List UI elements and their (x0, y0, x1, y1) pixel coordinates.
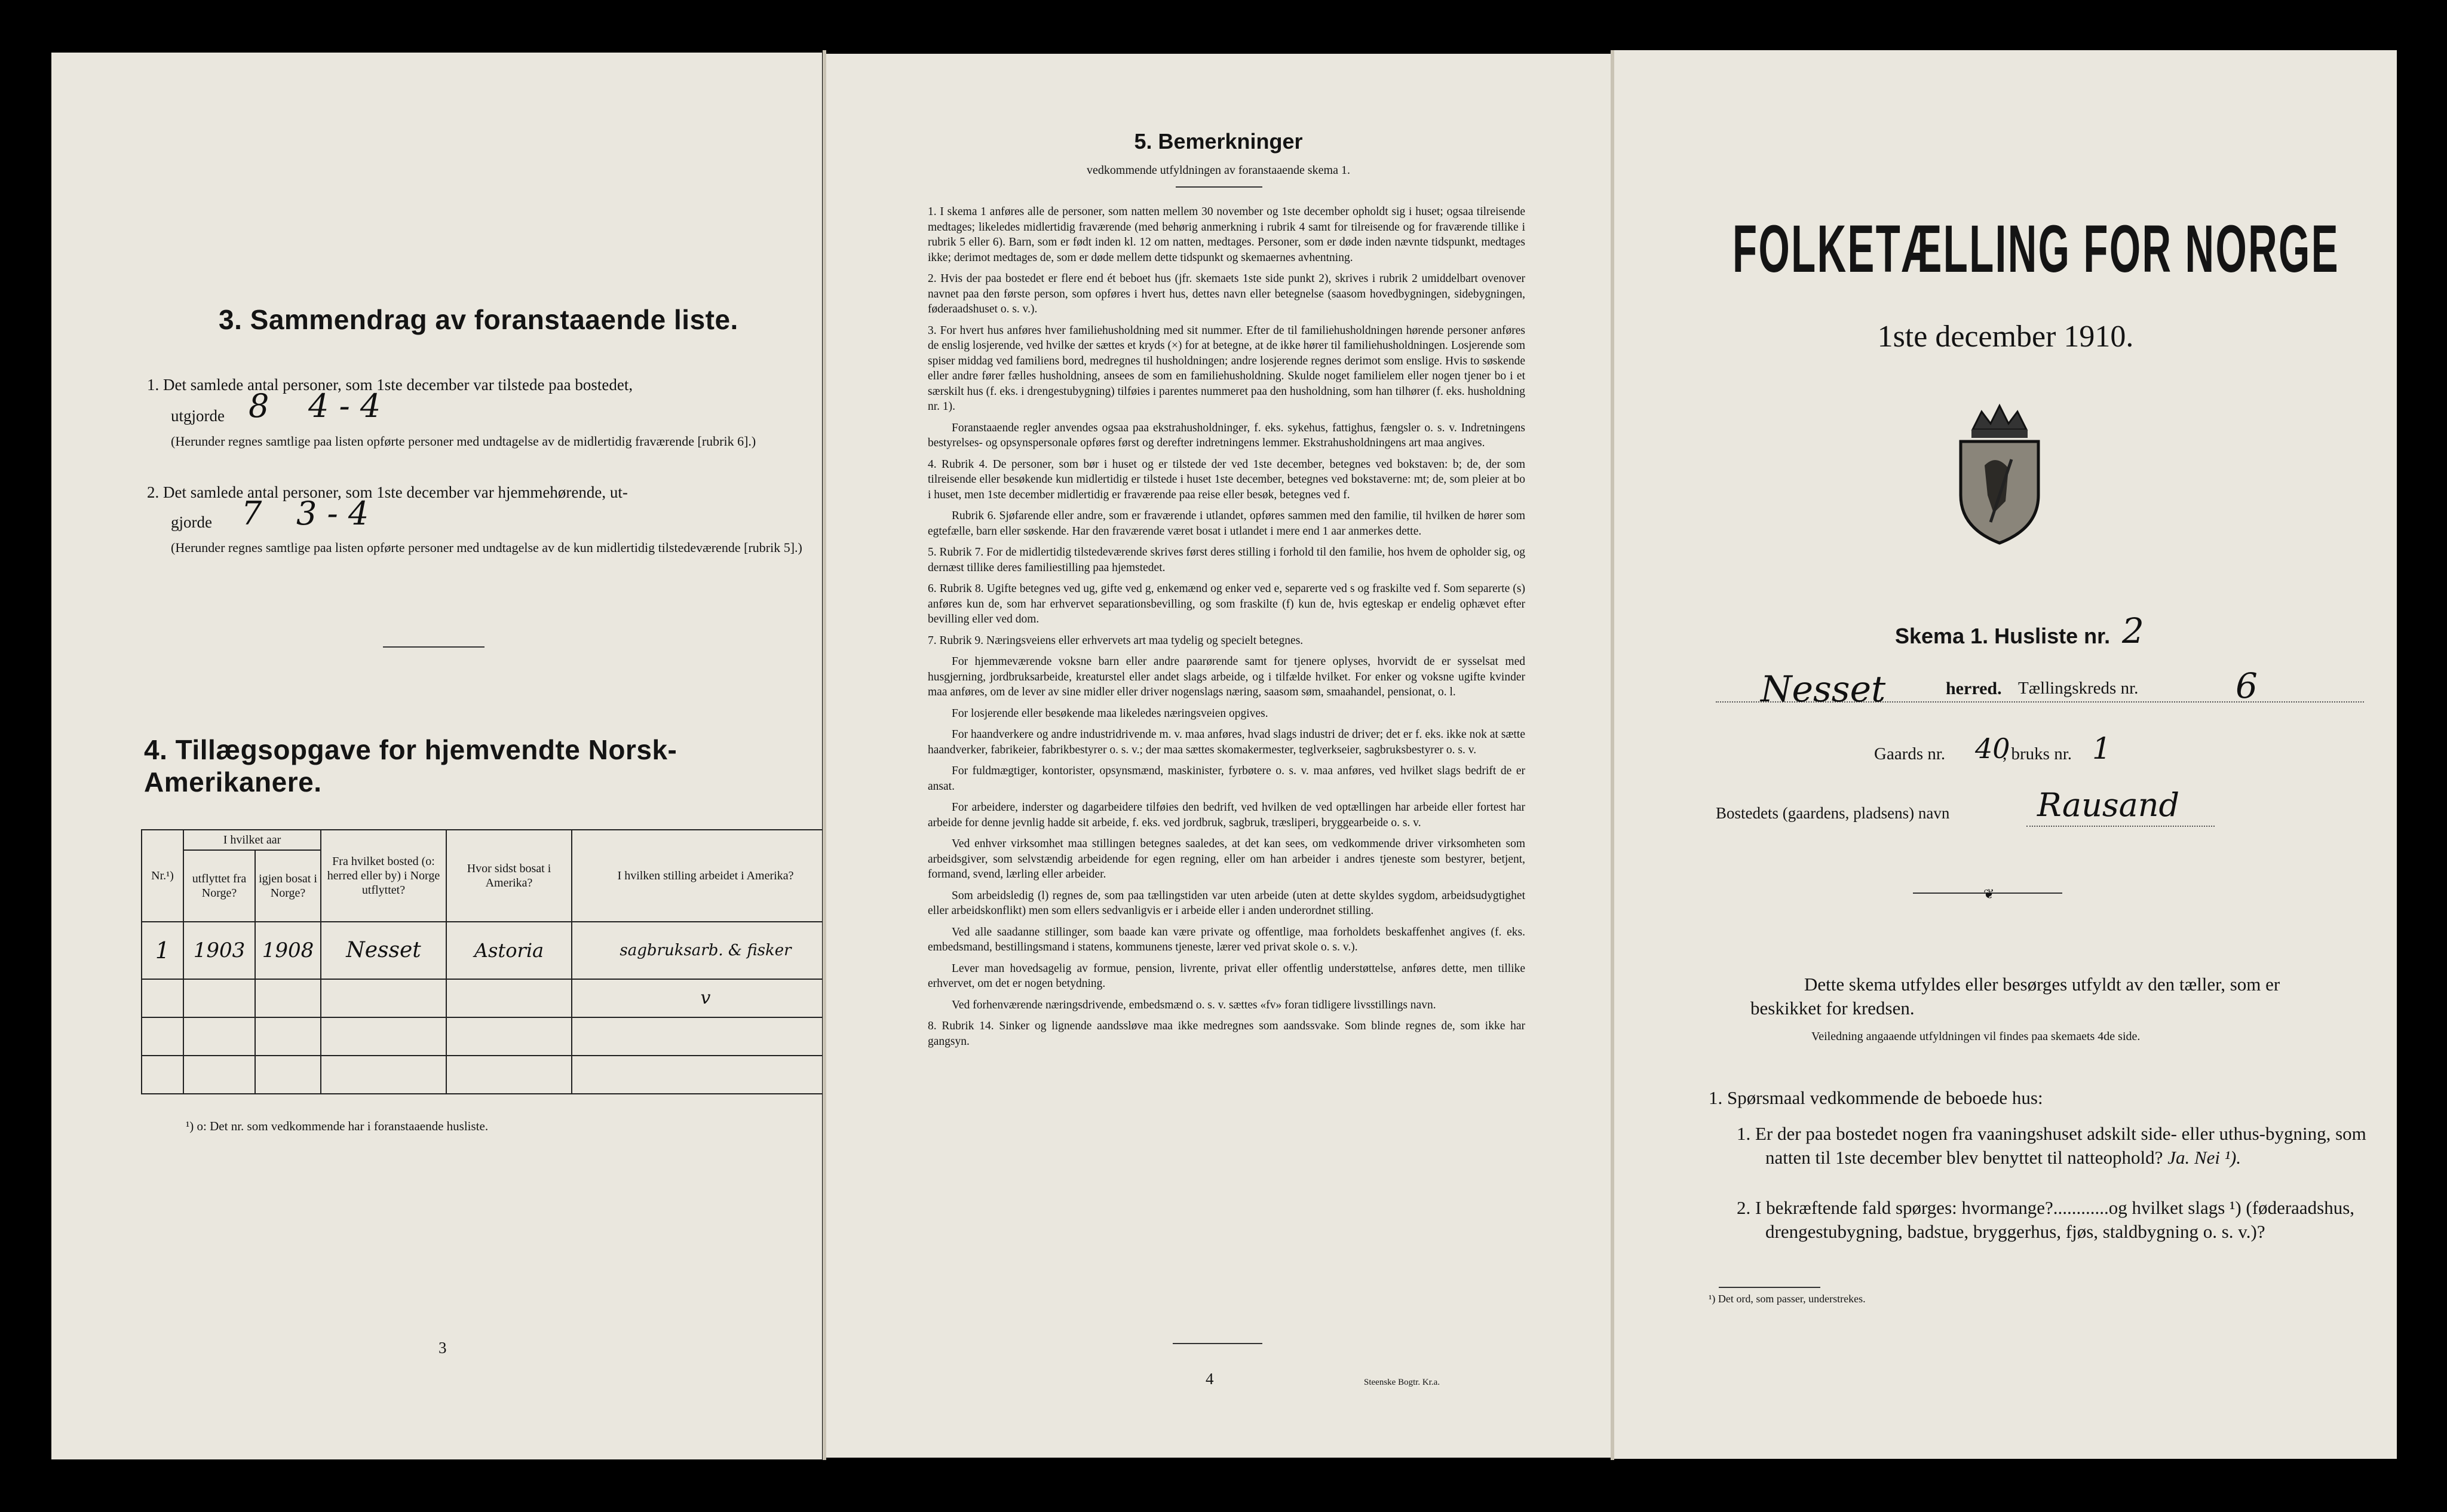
remark-paragraph: 3. For hvert hus anføres hver familiehusholdning med sit nummer. Efter de til familiehusholdningen hørende personer anføres de enslig losjerende, ved hvilke der sættes et kryds (×) for at betegne, at de ikke hører til familiehusholdningen. Losjerende som spiser middag ved familiens bord, medregnes til husholdningen; andre losjerende regnes derimot som enslige. Hvis to søskende eller andre fører fælles husholdning, ansees de som en familiehusholdning. Skulde noget familielem eller nogen tjener bo i et særskilt hus (f. eks. i drengestubygning) tilføies i parentes nummeret paa den husholdning, som han tilhører (f. eks. husholdning nr. 1). (928, 324, 1525, 413)
coat-of-arms-icon (1949, 394, 2050, 549)
row1-stilling: sagbruksarb. & fisker (572, 922, 822, 979)
col-igjen: igjen bosat i Norge? (255, 850, 321, 922)
sec3-item2-prefix: gjorde (171, 513, 212, 531)
divider (1176, 186, 1262, 188)
census-title: FOLKETÆLLING FOR NORGE (1732, 211, 2339, 286)
divider (1719, 1287, 1820, 1288)
bosted-value: Rausand (2037, 786, 2180, 824)
col-fra: Fra hvilket bosted (o: herred eller by) i Norge utflyttet? (321, 830, 446, 922)
remark-paragraph: For haandverkere og andre industridrivende m. v. maa anføres, hvad slags industri de driver; det er f. eks. ikke nok at sætte haandverker, fabrikeier, fabrikbestyrer o. s. v.; der maa sættes skomakermester, teglverkseier, sagbruksbestyrer o. s. v. (928, 728, 1525, 756)
sec3-item1-note: (Herunder regnes samtlige paa listen opførte personer med undtagelse av de midlertidig fraværende [rubrik 6].) (171, 434, 756, 449)
table-row (142, 922, 822, 979)
row1-utflyttet: 1903 (183, 922, 255, 979)
question-1 (1737, 1122, 2387, 1170)
col-nr: Nr.¹) (142, 830, 183, 922)
intro-text: Dette skema utfyldes eller besørges utfyldt av den tæller, som er beskikket for kredsen. (1750, 974, 2280, 1019)
census-date: 1ste december 1910. (1877, 320, 2134, 354)
table-row (142, 1017, 822, 1056)
herred-value: Nesset (1761, 668, 1886, 710)
remark-paragraph: 5. Rubrik 7. For de midlertidig tilstedeværende skrives først deres stilling i forhold til den familie, hos hvem de opholder sig, og dernæst tillike deres familiestilling paa hjemstedet. (928, 546, 1525, 574)
bosted-line (2026, 826, 2215, 827)
remarks-title: 5. Bemerkninger (1134, 129, 1303, 154)
row2-stilling: v (572, 979, 822, 1017)
section-4-title: 4. Tillægsopgave for hjemvendte Norsk-Amerikanere. (144, 734, 677, 798)
col-hvor: Hvor sidst bosat i Amerika? (446, 830, 572, 922)
page-number: 4 (1206, 1370, 1214, 1388)
page-number: 3 (439, 1339, 447, 1357)
section-3-title: 3. Sammendrag av foranstaaende liste. (219, 304, 738, 335)
remark-paragraph: For losjerende eller besøkende maa likeledes næringsveien opgives. (952, 707, 1268, 720)
col-group-year: I hvilket aar (183, 830, 321, 850)
divider (1173, 1343, 1262, 1344)
remark-paragraph: 2. Hvis der paa bostedet er flere end ét beboet hus (jfr. skemaets 1ste side punkt 2), skrives i rubrik 2 umiddelbart ovenover navnet paa den første person, som opføres i hvert hus, dettes navn eller betegnelse (saasom hovedbygningen, sidebygningen, føderaadshuset o. s. v.). (928, 272, 1525, 315)
husliste-nr: 2 (2122, 611, 2144, 651)
sec3-item1-text: 1. Det samlede antal personer, som 1ste december var tilstede paa bostedet, (147, 376, 633, 394)
remark-paragraph: Rubrik 6. Sjøfarende eller andre, som er fraværende i utlandet, opføres sammen med den familie, til hvilken de hører som egtefælle, barn eller søskende. Har den fraværende været bosat i utlandet i mere end 1 aar anmerkes dette. (928, 510, 1525, 538)
gaards-value: 40 (1975, 732, 2010, 765)
sec3-item2-text: 2. Det samlede antal personer, som 1ste december var hjemmehørende, ut- (147, 483, 628, 501)
row1-fra: Nesset (321, 922, 446, 979)
skema-label: Skema 1. Husliste nr. (1895, 624, 2111, 648)
gaards-label: Gaards nr. (1874, 744, 1946, 763)
remark-paragraph: Ved alle saadanne stillinger, som baade kan være private og offentlige, maa forholdets beskaffenhet angives (f. eks. embedsmand, bestillingsmand i statens, kommunens tjeneste, lærer ved privat skole o. s. v.). (928, 925, 1525, 953)
ornament-icon: ❦ (1983, 887, 1995, 901)
questions-heading: 1. Spørsmaal vedkommende de beboede hus: (1709, 1087, 2043, 1108)
remark-paragraph: 1. I skema 1 anføres alle de personer, som natten mellem 30 november og 1ste december opholdt sig i huset; ogsaa tilreisende medtages; likeledes midlertidig fraværende (med behørig anmerkning i rubrik 4 samt for tilreisende og for fraværende tillike i rubrik 5 eller 6). Barn, som er født inden kl. 12 om natten, medtages. Personer, som er døde inden nævnte tidspunkt, medtages ikke; derimot medtages de, som er døde mellem dette tidspunkt og skemaernes avhentning. (928, 206, 1525, 264)
question-1-answer: Ja. Nei ¹). (2167, 1147, 2241, 1168)
veiledning: Veiledning angaaende utfyldningen vil findes paa skemaets 4de side. (1811, 1030, 2141, 1043)
norsk-amerikanere-table (141, 829, 822, 1094)
middle-page (826, 54, 1611, 1458)
remark-paragraph: Ved forhenværende næringsdrivende, embedsmænd o. s. v. sættes «fv» foran tidligere livsstillings navn. (952, 998, 1436, 1011)
remark-paragraph: For hjemmeværende voksne barn eller andre paarørende samt for tjenere oplyses, hvorvidt de er sysselsat med husgjerning, jordbruksarbeide, kreaturstel eller andet slags arbeide, og i tilfælde hvilket. For enker og voksne ugifte kvinder maa anføres, om de lever av sine midler eller driver nogenslags næring, saasom søm, smaahandel, pensionat, o. l. (928, 655, 1525, 698)
kreds-label: Tællingskreds nr. (2018, 679, 2139, 698)
table-row (142, 979, 822, 1017)
col-stilling: I hvilken stilling arbeidet i Amerika? (572, 830, 822, 922)
bruks-value: 1 (2092, 731, 2111, 766)
sec3-item2-note: (Herunder regnes samtlige paa listen opførte personer med undtagelse av de kun midlertidig tilstedeværende [rubrik 5].) (171, 540, 802, 555)
remark-paragraph: Lever man hovedsagelig av formue, pension, livrente, privat eller offentlig understøttelse, anføres dette, men tillike erhvervet, om det er nogen betydning. (928, 962, 1525, 990)
table-row (142, 1056, 822, 1094)
footnote: ¹) Det ord, som passer, understrekes. (1709, 1293, 1866, 1305)
remark-paragraph: 8. Rubrik 14. Sinker og lignende aandssløve maa ikke medregnes som aandssvake. Som blinde regnes de, som ikke har gangsyn. (928, 1020, 1525, 1048)
col-utflyttet: utflyttet fra Norge? (183, 850, 255, 922)
row1-nr: 1 (142, 922, 183, 979)
printer-mark: Steenske Bogtr. Kr.a. (1364, 1378, 1440, 1387)
question-1-text: 1. Er der paa bostedet nogen fra vaaningshuset adskilt side- eller uthus-bygning, som natten til 1ste december blev benyttet til natteophold? (1737, 1123, 2366, 1168)
sec3-item1-value2: 4 - 4 (308, 387, 381, 425)
remark-paragraph: For fuldmægtiger, kontorister, opsynsmænd, maskinister, fyrbøtere o. s. v. maa anføres, ved hvilket slags bedrift de er ansat. (928, 765, 1525, 793)
sec3-item2-value1: 7 (241, 495, 262, 532)
remark-paragraph: Som arbeidsledig (l) regnes de, som paa tællingstiden var uten arbeide (uten at dette skyldes sygdom, arbeidsudygtighet eller arbeidskonflikt) men som ellers sedvanligvis er i arbeide eller i anden underordnet stilling. (928, 889, 1525, 917)
sec3-item1-prefix: utgjorde (171, 407, 225, 425)
kreds-value: 6 (2236, 665, 2258, 706)
remark-paragraph: Foranstaaende regler anvendes ogsaa paa ekstrahusholdninger, f. eks. sykehus, fattighus, fængsler o. s. v. Indretningens bestyrelses- og opsynspersonale opføres først og derefter indretningens lemmer. Ekstrahusholdningens art maa angives. (928, 421, 1525, 449)
remark-paragraph: For arbeidere, inderster og dagarbeidere tilføies den bedrift, ved hvilken de ved optællingen har arbeide eller fortest har arbeide for denne jevnlig hadde sit arbeide, f. eks. ved jordbruk, sagbruk, træsliperi, bryggearbeide o. s. v. (928, 801, 1525, 829)
sec3-item1-value1: 8 (249, 387, 269, 425)
herred-label: herred. (1946, 679, 2002, 698)
remark-paragraph: 4. Rubrik 4. De personer, som bør i huset og er tilstede der ved 1ste december, betegnes ved bokstaven: b; de, der som tilreisende eller besøkende kun midlertidig er tilstede i huset 1ste december, betegnes ved bokstaverne: mt; de, som pleier at bo i huset, men 1ste december midlertidig er fraværende paa reise eller besøk, betegnes ved f. (928, 458, 1525, 501)
bruks-label: , bruks nr. (2003, 744, 2072, 763)
bosted-label: Bostedets (gaardens, pladsens) navn (1716, 804, 1950, 822)
question-2: 2. I bekræftende fald spørges: hvormange?............og hvilket slags ¹) (føderaadshus, drengestubygning, badstue, bryggerhus, fjøs, staldbygning o. s. v.)? (1737, 1197, 2355, 1242)
sec3-item2-value2: 3 - 4 (296, 495, 369, 532)
remark-paragraph: Ved enhver virksomhet maa stillingen betegnes saaledes, at det kan sees, om vedkommende driver virksomheten som arbeidsgiver, som selvstændig arbeidende for egen regning, eller om han arbeider i andres tjeneste som bestyrer, betjent, formand, svend, lærling eller arbeider. (928, 838, 1525, 881)
left-page (51, 53, 822, 1459)
divider (383, 646, 485, 648)
row1-hvor: Astoria (446, 922, 572, 979)
remark-paragraph: 6. Rubrik 8. Ugifte betegnes ved ug, gifte ved g, enkemænd og enker ved e, separerte ved s og fraskilte ved f. Som separerte (s) anføres kun de, som har erhvervet separationsbevilling, og som fraskilte (f) kun de, hvis egteskap er endelig ophævet efter bevilling eller ved dom. (928, 582, 1525, 625)
remarks-list (928, 204, 1525, 1055)
right-page (1614, 50, 2397, 1459)
remark-paragraph: 7. Rubrik 9. Næringsveiens eller erhvervets art maa tydelig og specielt betegnes. (928, 634, 1304, 647)
remarks-subtitle: vedkommende utfyldningen av foranstaaende skema 1. (1087, 164, 1350, 177)
table-footnote: ¹) o: Det nr. som vedkommende har i foranstaaende husliste. (186, 1119, 489, 1133)
row1-igjen: 1908 (255, 922, 321, 979)
